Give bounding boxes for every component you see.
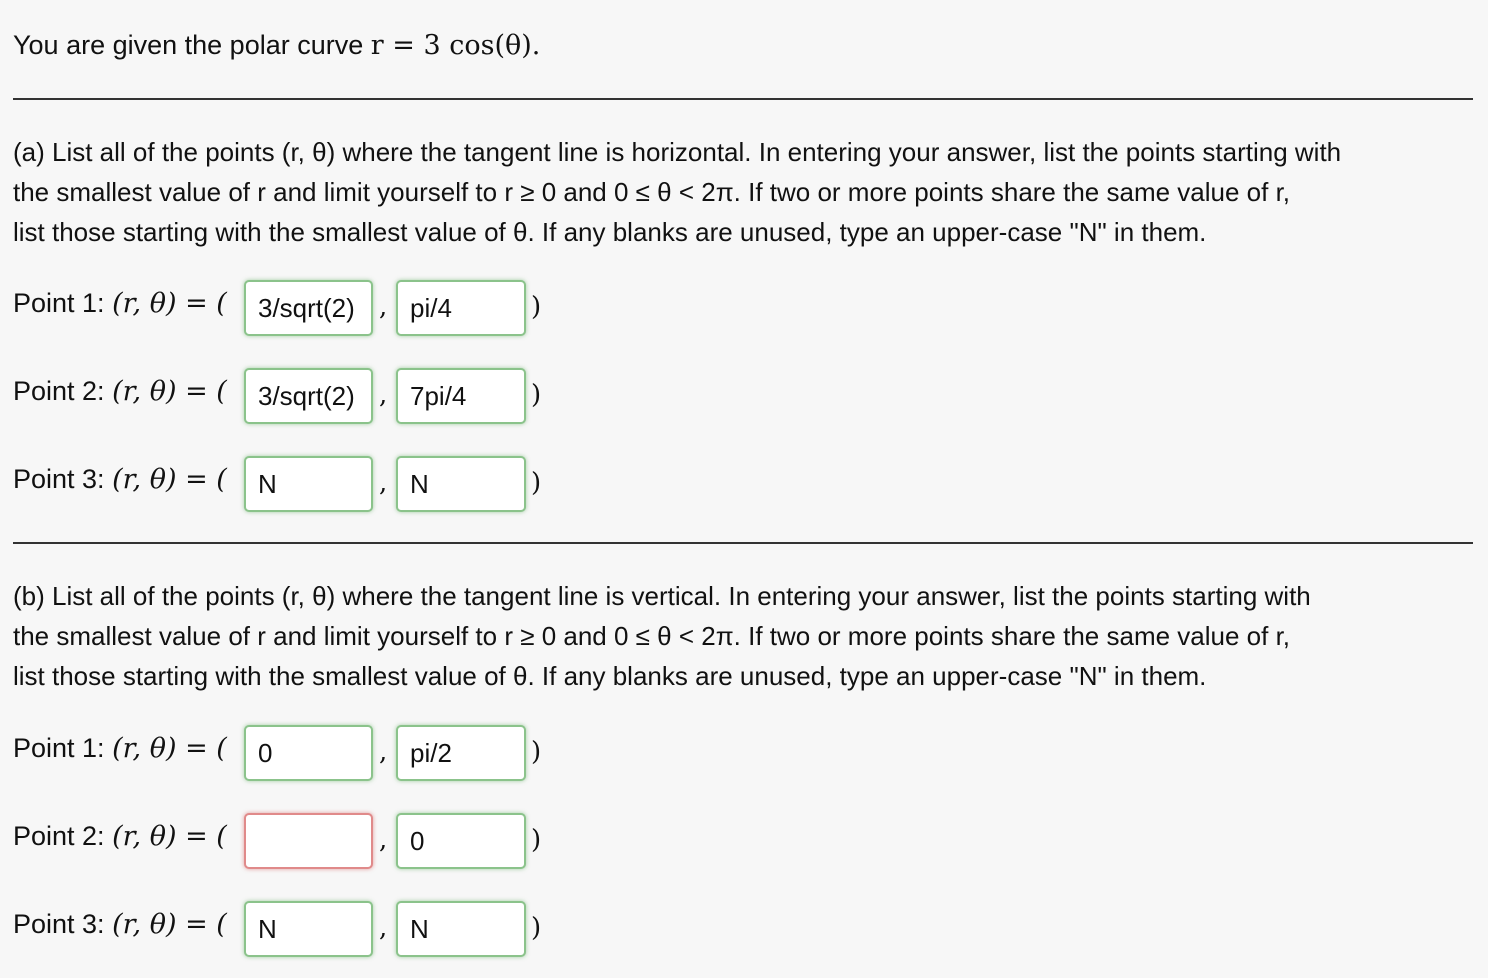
problem-statement <box>13 30 540 61</box>
close-paren: ) <box>531 380 542 410</box>
comma: , <box>379 737 388 767</box>
close-paren: ) <box>531 292 542 322</box>
part-b-instructions <box>13 576 1475 696</box>
part-a-line: (a) List all of the points (r, θ) where the tangent line is horizontal. In entering your answer, list the points starting with <box>13 137 1342 167</box>
point-label: Point 3: (r, θ) = ( <box>13 909 227 940</box>
part-b-point-2-theta-input[interactable] <box>396 813 526 869</box>
part-b-point-1-r-input[interactable] <box>244 725 373 781</box>
part-b-point-1-theta-input[interactable] <box>396 725 526 781</box>
part-a-point-2-theta-input[interactable] <box>396 368 526 424</box>
close-paren: ) <box>531 913 542 943</box>
point-label: Point 2: (r, θ) = ( <box>13 821 227 852</box>
close-paren: ) <box>531 737 542 767</box>
comma: , <box>379 292 388 322</box>
point-label: Point 1: (r, θ) = ( <box>13 733 227 764</box>
point-label: Point 2: (r, θ) = ( <box>13 376 227 407</box>
divider-middle <box>13 542 1473 544</box>
comma: , <box>379 468 388 498</box>
part-a-line: list those starting with the smallest value of θ. If any blanks are unused, type an upper-case "N" in them. <box>13 217 1207 247</box>
part-b-line: (b) List all of the points (r, θ) where the tangent line is vertical. In entering your answer, list the points starting with <box>13 581 1311 611</box>
point-label: Point 1: (r, θ) = ( <box>13 288 227 319</box>
part-a-point-1-theta-input[interactable] <box>396 280 526 336</box>
close-paren: ) <box>531 825 542 855</box>
part-b-point-2-r-input[interactable] <box>244 813 373 869</box>
part-a-point-3-theta-input[interactable] <box>396 456 526 512</box>
close-paren: ) <box>531 468 542 498</box>
part-b-point-3-r-input[interactable] <box>244 901 373 957</box>
comma: , <box>379 380 388 410</box>
part-b-line: list those starting with the smallest value of θ. If any blanks are unused, type an upper-case "N" in them. <box>13 661 1207 691</box>
point-label: Point 3: (r, θ) = ( <box>13 464 227 495</box>
part-a-instructions <box>13 132 1475 252</box>
statement-text: You are given the polar curve <box>13 30 364 60</box>
divider-top <box>13 98 1473 100</box>
part-a-point-2-r-input[interactable] <box>244 368 373 424</box>
comma: , <box>379 913 388 943</box>
statement-equation: r = 3 cos(θ). <box>370 30 541 61</box>
comma: , <box>379 825 388 855</box>
part-a-point-3-r-input[interactable] <box>244 456 373 512</box>
part-b-line: the smallest value of r and limit yourself to r ≥ 0 and 0 ≤ θ < 2π. If two or more points share the same value of r, <box>13 621 1291 651</box>
part-a-line: the smallest value of r and limit yourself to r ≥ 0 and 0 ≤ θ < 2π. If two or more points share the same value of r, <box>13 177 1291 207</box>
part-a-point-1-r-input[interactable] <box>244 280 373 336</box>
part-b-point-3-theta-input[interactable] <box>396 901 526 957</box>
